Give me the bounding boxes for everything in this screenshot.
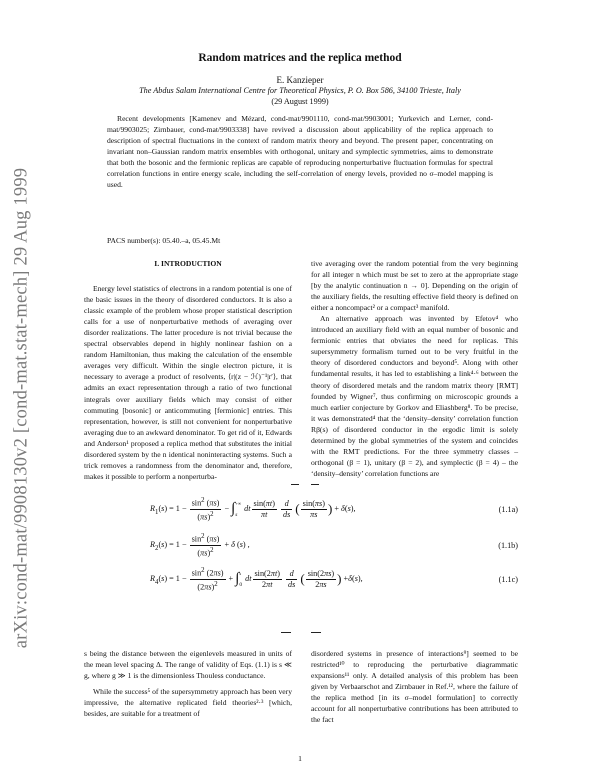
paragraph: tive averaging over the random potential from the very beginning for all integer n which must be set to zero at the appropriate stage [by the analytic continuation n → 0]. Depending on the origin of the auxiliary fields, the resulting effective field theory is defined on either a noncompact² or a compact³ manifold. [311,259,518,313]
abstract: Recent developments [Kamenev and Mézard, cond-mat/9901110, cond-mat/9903001; Yurkevich and Lerner, cond-mat/9903025; Zirnbauer, cond-mat/9903338] have revived a discussion about applicability of the replica approach to description of spectral fluctuations in the context of random matrix theory and beyond. The present paper, concentrating on invariant non–Gaussian random matrix ensembles with orthogonal, unitary and symplectic symmetries, aims to demonstrate that both the bosonic and the fermionic replicas are capable of reproducing nonperturbative fluctuation formulas for spectral correlation functions in entire energy scale, including the self-correlation of energy levels, provided no σ–model mapping is used. [107,114,493,189]
paper-title: Random matrices and the replica method [198,52,402,64]
pacs-numbers: PACS number(s): 05.40.–a, 05.45.Mt [107,236,221,245]
equation-number: (1.1b) [498,541,518,550]
page-number: 1 [298,754,302,763]
paragraph: An alternative approach was invented by Efetov⁴ who introduced an auxiliary field with an equal number of bosonic and fermionic entries that obviates the need for replicas. This supersymmetry formalism turned out to be very fruitful in the theory of disordered conductors and beyond⁵. Along with other fundamental results, it has led to establishing a link⁴·⁶ between the theory of disordered metals and the random matrix theory [RMT] founded by Wigner⁷, thus confirming on microscopic grounds a much earlier conjecture by Gorkov and Eliashberg⁸. To be precise, it was demonstrated⁴ that the ‘density–density’ correlation function Rβ(s) of disordered conductor in the ergodic limit is solely determined by the global symmetries of the system and coincides with the RMT predictions. For the three symmetry classes – orthogonal (β = 1), unitary (β = 2), and symplectic (β = 4) – the ‘density–density’ correlation functions are [311,314,518,478]
column-bottom-left [84,648,292,719]
author: E. Kanzieper [276,75,324,85]
equation-number: (1.1c) [498,575,518,584]
column-right [311,258,518,479]
arxiv-sidebar-stamp [10,128,34,688]
affiliation: The Abdus Salam International Centre for Theoretical Physics, P. O. Box 586, 34100 Trieste, Italy [139,86,461,95]
equation-1-1b: $R_2(s) = 1$ − $\frac{\sin^2 (\pi s)}{(\pi s)^2}$ + δ (s) , (1.1b) [150,533,518,558]
equation-1-1a: $R_1(s) = 1$ − $\frac{\sin^2 (\pi s)}{(\pi s)^2}$ − ∫+∞ s dt $\frac{\sin(\pi t)}{\pi t}$ $\frac{d}{ds}$ ( $\frac{\sin(\pi s)}{\pi s}$ ) + δ(s), (1.1a) [150,497,518,522]
equation-number: (1.1a) [498,505,518,514]
column-start-rule [311,484,319,485]
column-bottom-right [311,648,518,725]
section-heading: I. INTRODUCTION [154,259,222,268]
date: (29 August 1999) [271,97,329,106]
column-end-rule [291,484,299,485]
column-start-rule [311,632,321,633]
paragraph: Energy level statistics of electrons in a random potential is one of the basic issues in the theory of disordered conductors. It is also a classic example of the problem whose proper statistical description calls for a use of nonperturbative methods of averaging over disorder realizations. The latter procedure is not trivial because the spectral observables depend in highly nonlinear fashion on a random Hamiltonian, thus making the calculation of the ensemble averages very difficult. Within the single electron picture, it is necessary to average a product of resolvents, ⟨r|(z − ℋ)⁻¹|r′⟩, that admits an exact representation through a ratio of two functional integrals over auxiliary fields which may consist of either commuting [bosonic] or anticommuting [fermionic] entries. This representation, however, is still not convenient for nonperturbative averaging due to an awkward denominator. To get rid of it, Edwards and Anderson¹ proposed a replica method that substitutes the initial disordered system by the n identical noninteracting systems. Such a trick removes a randomness from the denominator and, therefore, makes it possible to perform a nonperturba- [84,284,292,481]
paragraph: While the success⁵ of the supersymmetry approach has been very impressive, the alternative replicated field theories²·³ [which, besides, are suitable for a treatment of [84,687,292,719]
equation-1-1c: $R_4(s) = 1$ − $\frac{\sin^2 (2\pi s)}{(2\pi s)^2}$ + ∫$^s$ 0 dt $\frac{\sin(2\pi t)}{2\pi t}$ $\frac{d}{ds}$ ( $\frac{\sin(2\pi s)}{2\pi s}$ ) +δ(s), (1.1c) [150,567,518,592]
paragraph: s being the distance between the eigenlevels measured in units of the mean level spacing Δ. The range of validity of Eqs. (1.1) is s ≪ g, where g ≫ 1 is the dimensionless Thouless conductance. [84,649,292,681]
arxiv-id: arXiv:cond-mat/9908130v2 [cond-mat.stat-mech] 29 Aug 1999 [11,167,32,649]
column-end-rule [281,632,291,633]
column-left [84,258,292,482]
paragraph: disordered systems in presence of interactions⁹] seemed to be restricted¹⁰ to reproducing the perturbative diagrammatic expansions¹¹ only. A detailed analysis of this problem has been given by Verbaarschot and Zirnbauer in Ref.¹², where the failure of the replica method [in its σ–model formulation] to correctly account for all nonperturbative contributions has been attributed to the fact [311,649,518,725]
